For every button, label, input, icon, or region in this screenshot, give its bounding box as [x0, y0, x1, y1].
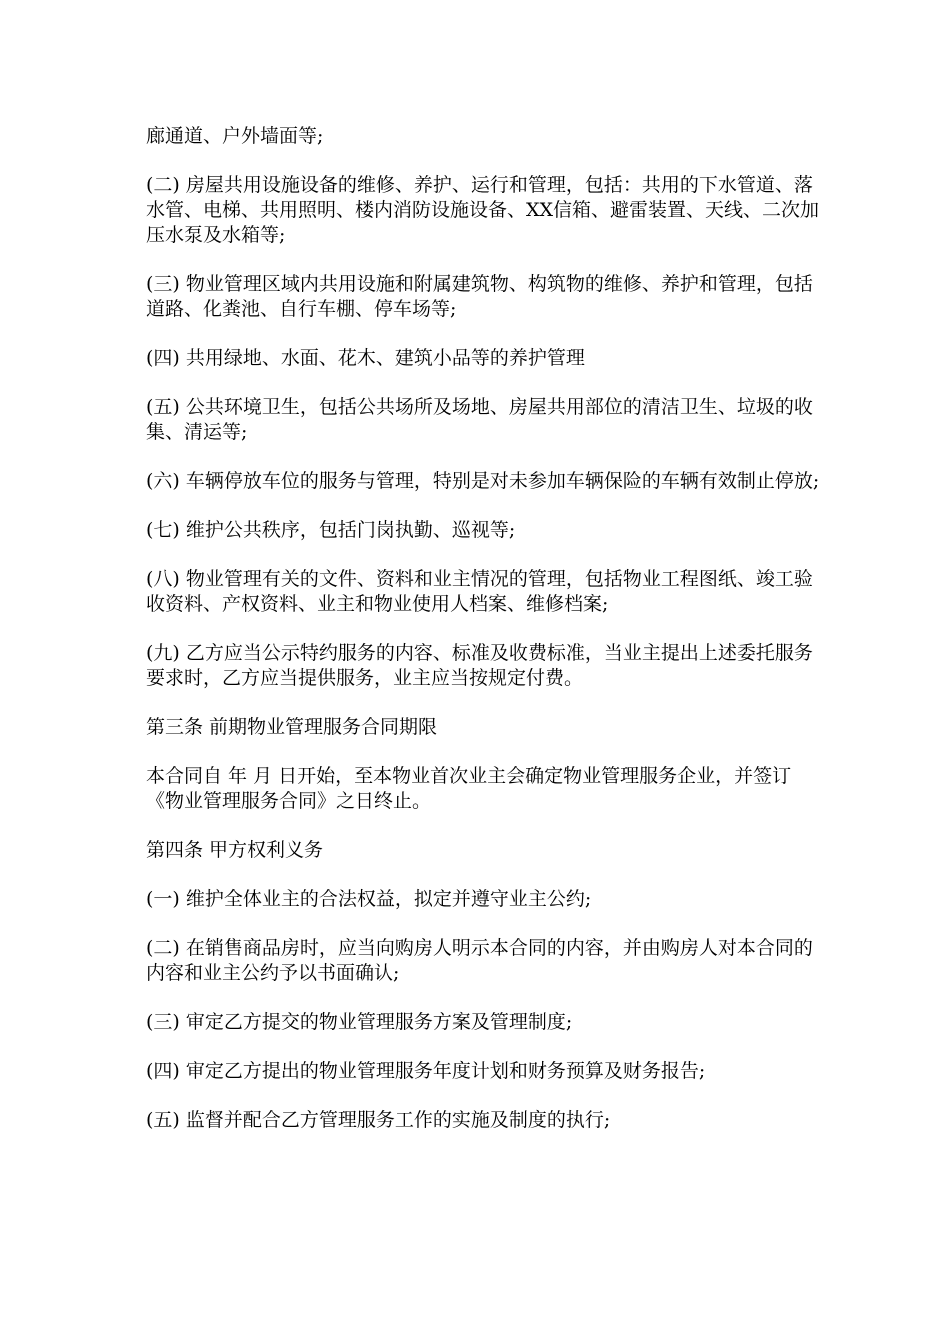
- paragraph-party-a-item-2: (二) 在销售商品房时，应当向购房人明示本合同的内容，并由购房人对本合同的内容和业主公约予以书面确认;: [146, 937, 813, 984]
- paragraph-item-5-sanitation: (五) 公共环境卫生，包括公共场所及场地、房屋共用部位的清洁卫生、垃圾的收集、清运等;: [146, 396, 813, 443]
- paragraph-item-6-parking: (六) 车辆停放车位的服务与管理，特别是对未参加车辆保险的车辆有效制止停放;: [146, 470, 820, 492]
- heading-article-3: 第三条 前期物业管理服务合同期限: [146, 716, 438, 738]
- paragraph-contract-term: 本合同自 年 月 日开始，至本物业首次业主会确定物业管理服务企业，并签订《物业管理服务合同》之日终止。: [146, 765, 792, 812]
- paragraph-item-2-shared-facilities: (二) 房屋共用设施设备的维修、养护、运行和管理，包括：共用的下水管道、落水管、电梯、共用照明、楼内消防设施设备、XX信箱、避雷装置、天线、二次加压水泵及水箱等;: [146, 174, 820, 246]
- paragraph-party-a-item-3: (三) 审定乙方提交的物业管理服务方案及管理制度;: [146, 1011, 573, 1033]
- paragraph-item-3-area-facilities: (三) 物业管理区域内共用设施和附属建筑物、构筑物的维修、养护和管理，包括道路、化粪池、自行车棚、停车场等;: [146, 273, 813, 320]
- paragraph-party-a-item-1: (一) 维护全体业主的合法权益，拟定并遵守业主公约;: [146, 888, 592, 910]
- paragraph-item-8-records: (八) 物业管理有关的文件、资料和业主情况的管理，包括物业工程图纸、竣工验收资料、产权资料、业主和物业使用人档案、维修档案;: [146, 568, 813, 615]
- heading-article-4: 第四条 甲方权利义务: [146, 839, 324, 861]
- paragraph-item-9-special-services: (九) 乙方应当公示特约服务的内容、标准及收费标准，当业主提出上述委托服务要求时，乙方应当提供服务，业主应当按规定付费。: [146, 642, 813, 689]
- paragraph-corridor-walls: 廊通道、户外墙面等;: [146, 125, 324, 147]
- paragraph-item-4-green-space: (四) 共用绿地、水面、花木、建筑小品等的养护管理: [146, 347, 585, 369]
- paragraph-party-a-item-4: (四) 审定乙方提出的物业管理服务年度计划和财务预算及财务报告;: [146, 1060, 706, 1082]
- paragraph-party-a-item-5: (五) 监督并配合乙方管理服务工作的实施及制度的执行;: [146, 1109, 611, 1131]
- document-body: [146, 124, 826, 1157]
- paragraph-item-7-public-order: (七) 维护公共秩序，包括门岗执勤、巡视等;: [146, 519, 516, 541]
